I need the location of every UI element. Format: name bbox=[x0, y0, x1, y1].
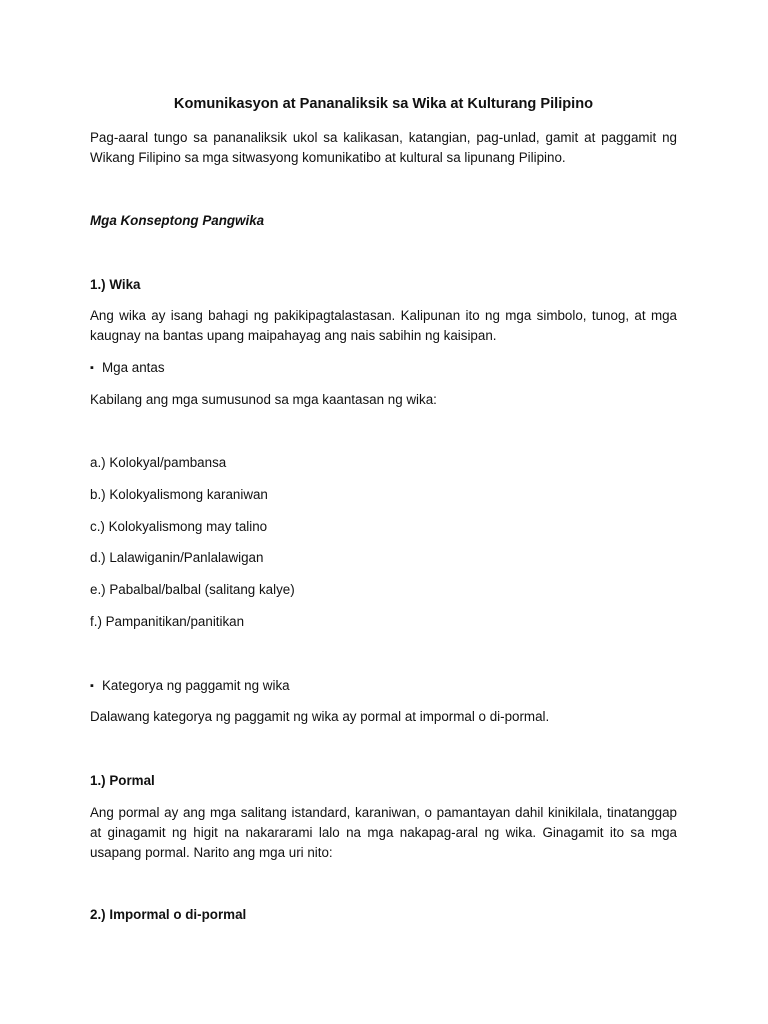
bullet-icon: ▪ bbox=[90, 362, 94, 374]
antas-label: Mga antas bbox=[102, 360, 165, 375]
antas-intro: Kabilang ang mga sumusunod sa mga kaantasan ng wika: bbox=[90, 392, 437, 407]
antas-item: c.) Kolokyalismong may talino bbox=[90, 519, 268, 534]
pormal-paragraph: Ang pormal ay ang mga salitang istandard, karaniwan, o pamantayan dahil kinikilala, tinatanggap at ginagamit ng higit na nakararami lalo na mga nakapag-aral ng wika. Ginagamit ito sa mga usapang pormal. Narito ang mga uri nito: bbox=[90, 805, 677, 860]
kategorya-intro: Dalawang kategorya ng paggamit ng wika ay pormal at impormal o di-pormal. bbox=[90, 709, 550, 724]
antas-bullet-item bbox=[90, 358, 165, 378]
antas-item: e.) Pabalbal/balbal (salitang kalye) bbox=[90, 582, 295, 597]
impormal-heading: 2.) Impormal o di-pormal bbox=[90, 907, 247, 922]
antas-item: a.) Kolokyal/pambansa bbox=[90, 455, 227, 470]
document-title: Komunikasyon at Pananaliksik sa Wika at Kulturang Pilipino bbox=[173, 96, 594, 112]
antas-item: f.) Pampanitikan/panitikan bbox=[90, 614, 245, 629]
antas-item: b.) Kolokyalismong karaniwan bbox=[90, 487, 268, 502]
bullet-icon: ▪ bbox=[90, 680, 94, 692]
antas-item: d.) Lalawiganin/Panlalawigan bbox=[90, 550, 264, 565]
section-heading: Mga Konseptong Pangwika bbox=[90, 213, 265, 228]
kategorya-bullet-item bbox=[90, 676, 290, 696]
wika-heading: 1.) Wika bbox=[90, 277, 141, 292]
intro-paragraph: Pag-aaral tungo sa pananaliksik ukol sa kalikasan, katangian, pag-unlad, gamit at paggamit ng Wikang Filipino sa mga sitwasyong komunikatibo at kultural sa lipunang Pilipino. bbox=[90, 130, 677, 165]
kategorya-label: Kategorya ng paggamit ng wika bbox=[102, 678, 290, 693]
pormal-heading: 1.) Pormal bbox=[90, 773, 155, 788]
wika-definition: Ang wika ay isang bahagi ng pakikipagtalastasan. Kalipunan ito ng mga simbolo, tunog, at mga kaugnay na bantas upang maipahayag ang nais sabihin ng kaisipan. bbox=[90, 308, 677, 343]
